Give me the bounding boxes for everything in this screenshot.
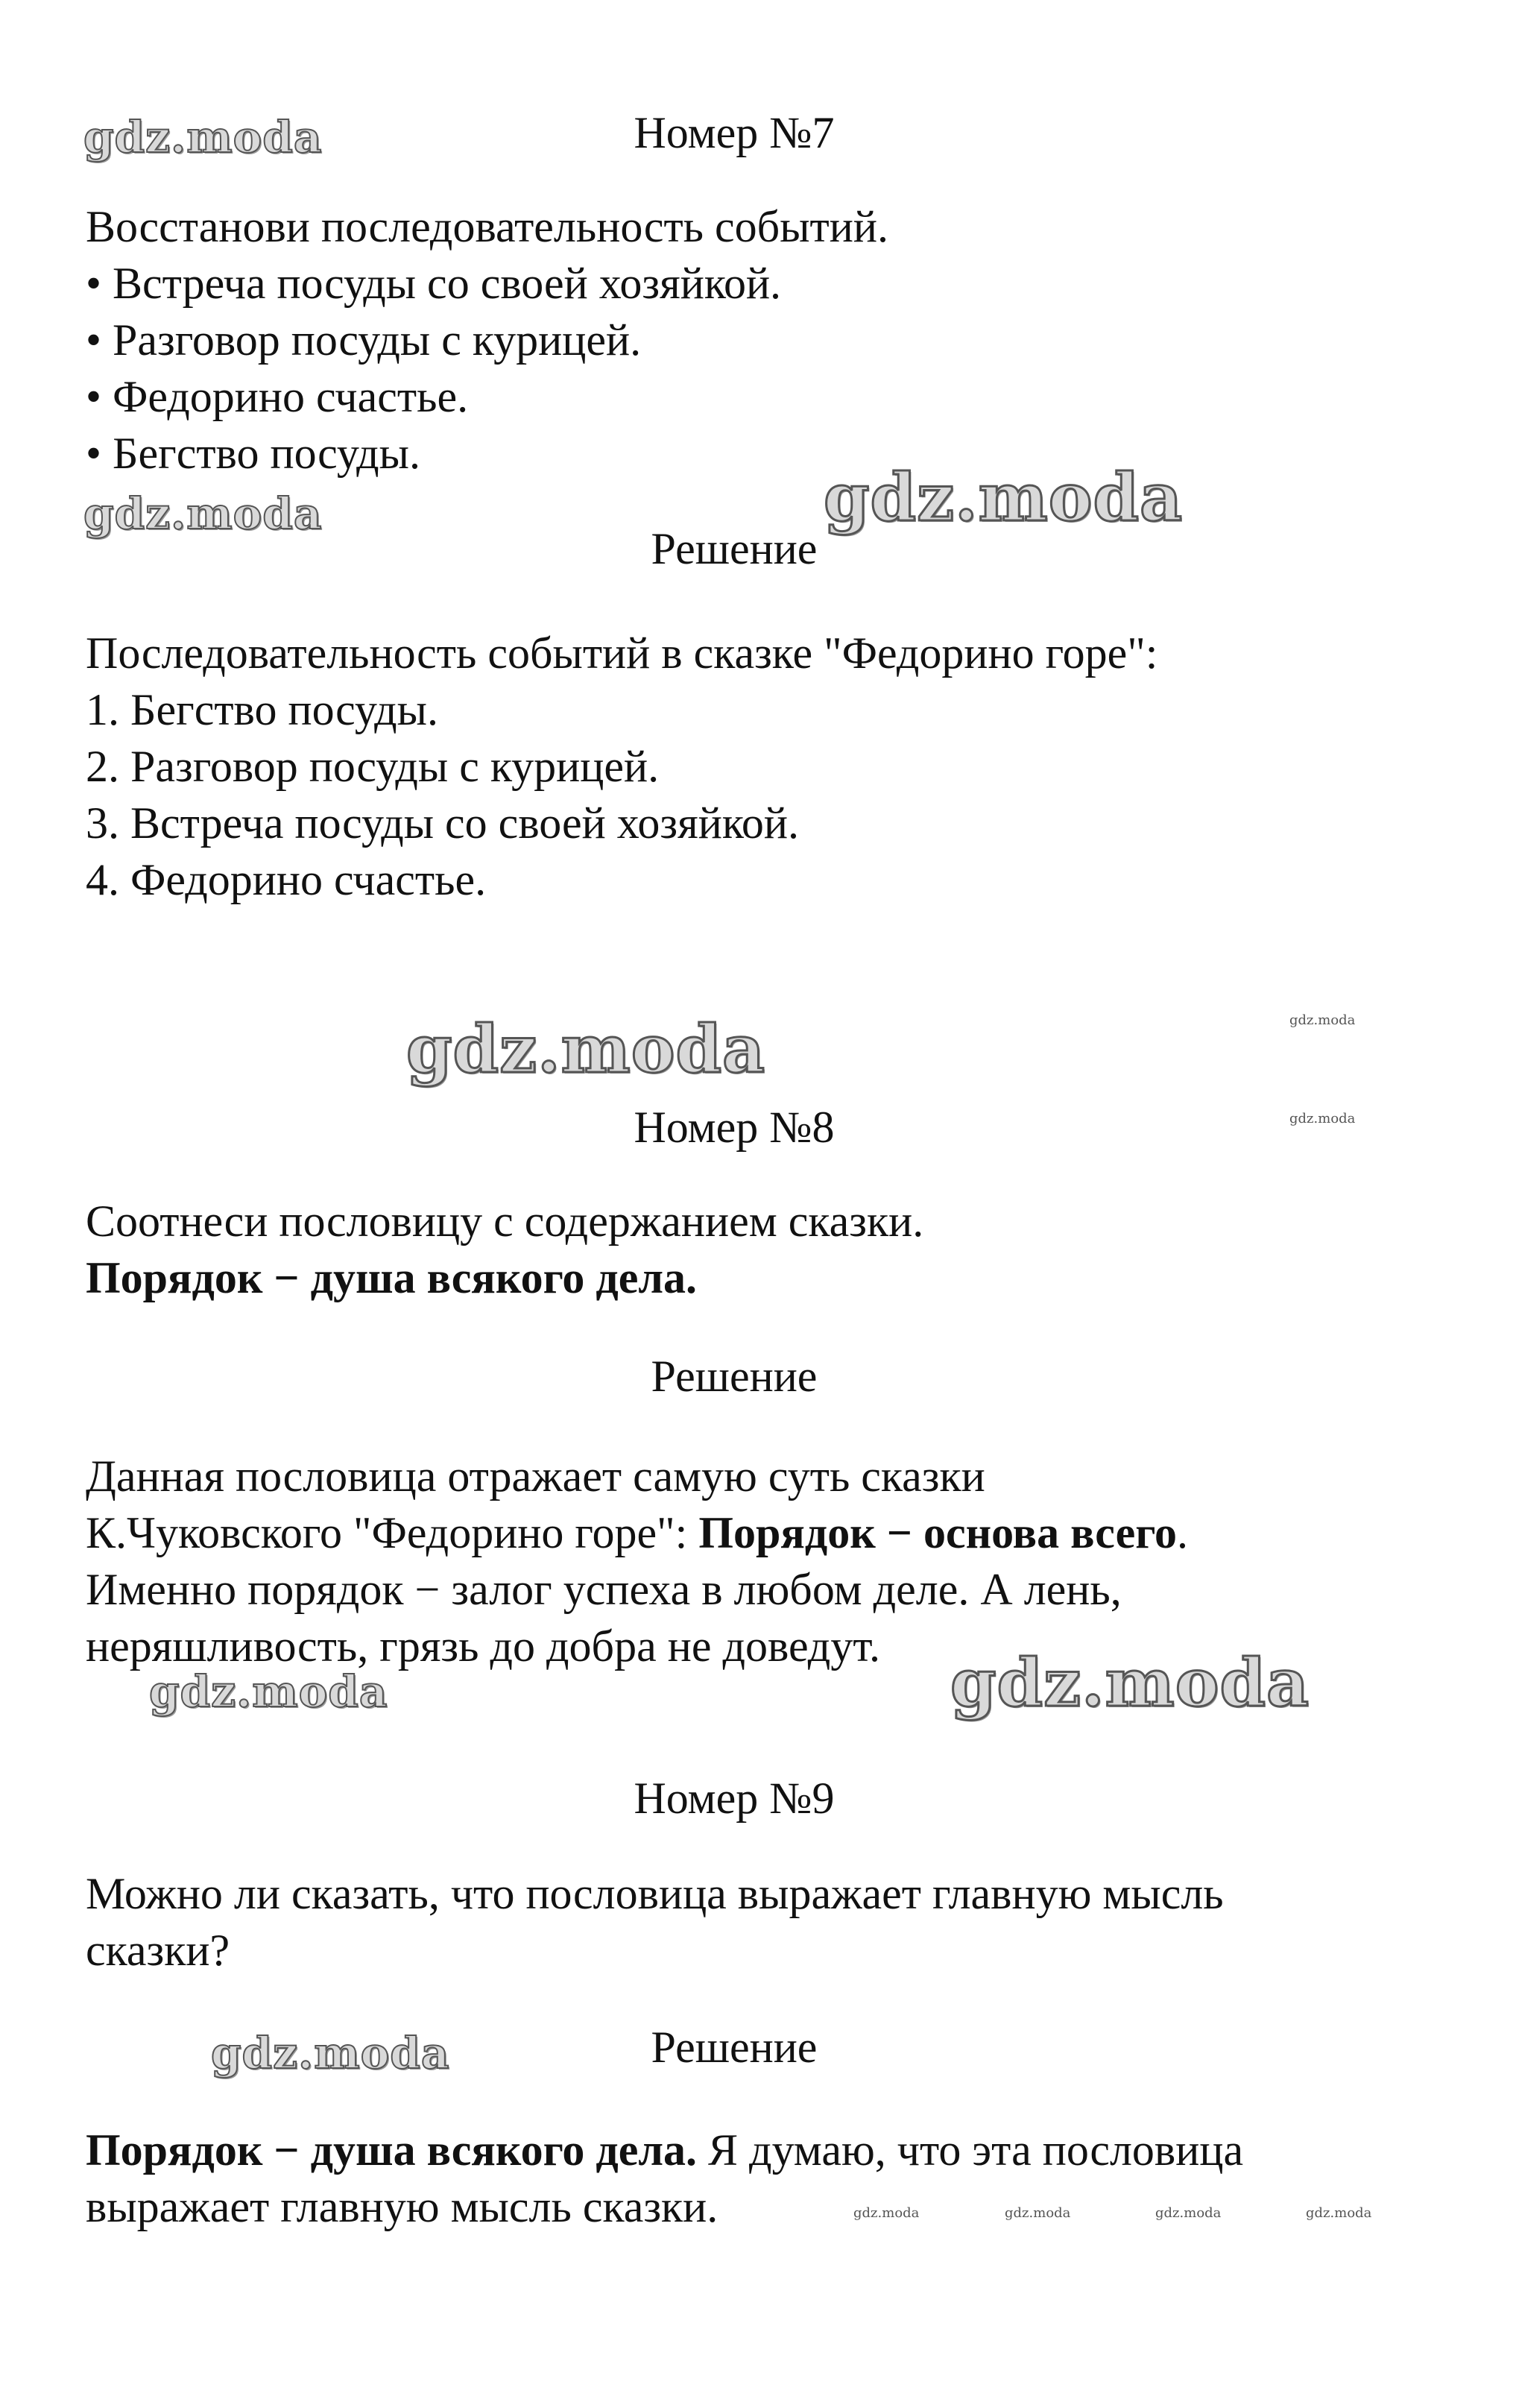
watermark: gdz.moda bbox=[211, 2028, 450, 2078]
watermark: gdz.moda bbox=[824, 458, 1184, 536]
task9-question: сказки? bbox=[86, 1926, 230, 1975]
task9-answer-bold: Порядок − душа всякого дела. bbox=[86, 2125, 698, 2175]
task7-item: • Федорино счастье. bbox=[86, 372, 469, 421]
task7-answer: 1. Бегство посуды. bbox=[86, 685, 438, 734]
task7-answer: 4. Федорино счастье. bbox=[86, 855, 487, 904]
watermark-small: gdz.moda bbox=[1005, 2205, 1071, 2221]
watermark: gdz.moda bbox=[83, 488, 323, 539]
task9-answer-line bbox=[86, 2123, 1243, 2177]
task9-answer-text: Я думаю, что эта пословица bbox=[697, 2125, 1244, 2175]
task8-answer-line: Именно порядок − залог успеха в любом деле. А лень, bbox=[86, 1565, 1122, 1614]
watermark: gdz.moda bbox=[406, 1010, 766, 1088]
task8-answer-line: неряшливость, грязь до добра не доведут. bbox=[86, 1621, 881, 1671]
task8-solution-heading: Решение bbox=[651, 1352, 818, 1401]
watermark: gdz.moda bbox=[950, 1644, 1310, 1721]
task8-question: Соотнеси пословицу с содержанием сказки. bbox=[86, 1197, 924, 1246]
task7-solution-heading: Решение bbox=[651, 524, 818, 573]
task8-answer-bold: Порядок − основа всего bbox=[698, 1508, 1177, 1557]
task7-answer: 2. Разговор посуды с курицей. bbox=[86, 742, 660, 791]
task8-answer-period: . bbox=[1176, 1508, 1188, 1557]
task7-item: • Бегство посуды. bbox=[86, 429, 420, 478]
task8-answer-line bbox=[86, 1506, 1188, 1560]
task9-answer-line: выражает главную мысль сказки. bbox=[86, 2182, 718, 2231]
task7-answer-intro: Последовательность событий в сказке "Федорино горе": bbox=[86, 628, 1158, 678]
task8-answer-text: К.Чуковского "Федорино горе": bbox=[86, 1508, 699, 1557]
task8-answer-line: Данная пословица отражает самую суть сказки bbox=[86, 1452, 985, 1501]
task7-heading: Номер №7 bbox=[634, 108, 835, 157]
watermark-small: gdz.moda bbox=[1155, 2205, 1222, 2221]
task7-question: Восстанови последовательность событий. bbox=[86, 202, 888, 251]
task7-item: • Встреча посуды со своей хозяйкой. bbox=[86, 259, 782, 308]
task8-heading: Номер №8 bbox=[634, 1103, 835, 1152]
task9-heading: Номер №9 bbox=[634, 1774, 835, 1823]
task7-answer: 3. Встреча посуды со своей хозяйкой. bbox=[86, 798, 800, 848]
watermark-small: gdz.moda bbox=[853, 2205, 920, 2221]
task9-question: Можно ли сказать, что пословица выражает главную мысль bbox=[86, 1869, 1224, 1918]
task8-proverb: Порядок − душа всякого дела. bbox=[86, 1253, 698, 1302]
watermark: gdz.moda bbox=[149, 1666, 388, 1717]
watermark-small: gdz.moda bbox=[1306, 2205, 1372, 2221]
watermark: gdz.moda bbox=[83, 112, 323, 163]
task7-item: • Разговор посуды с курицей. bbox=[86, 315, 642, 365]
watermark-small: gdz.moda bbox=[1289, 1111, 1356, 1126]
watermark-small: gdz.moda bbox=[1289, 1012, 1356, 1028]
task9-solution-heading: Решение bbox=[651, 2023, 818, 2072]
